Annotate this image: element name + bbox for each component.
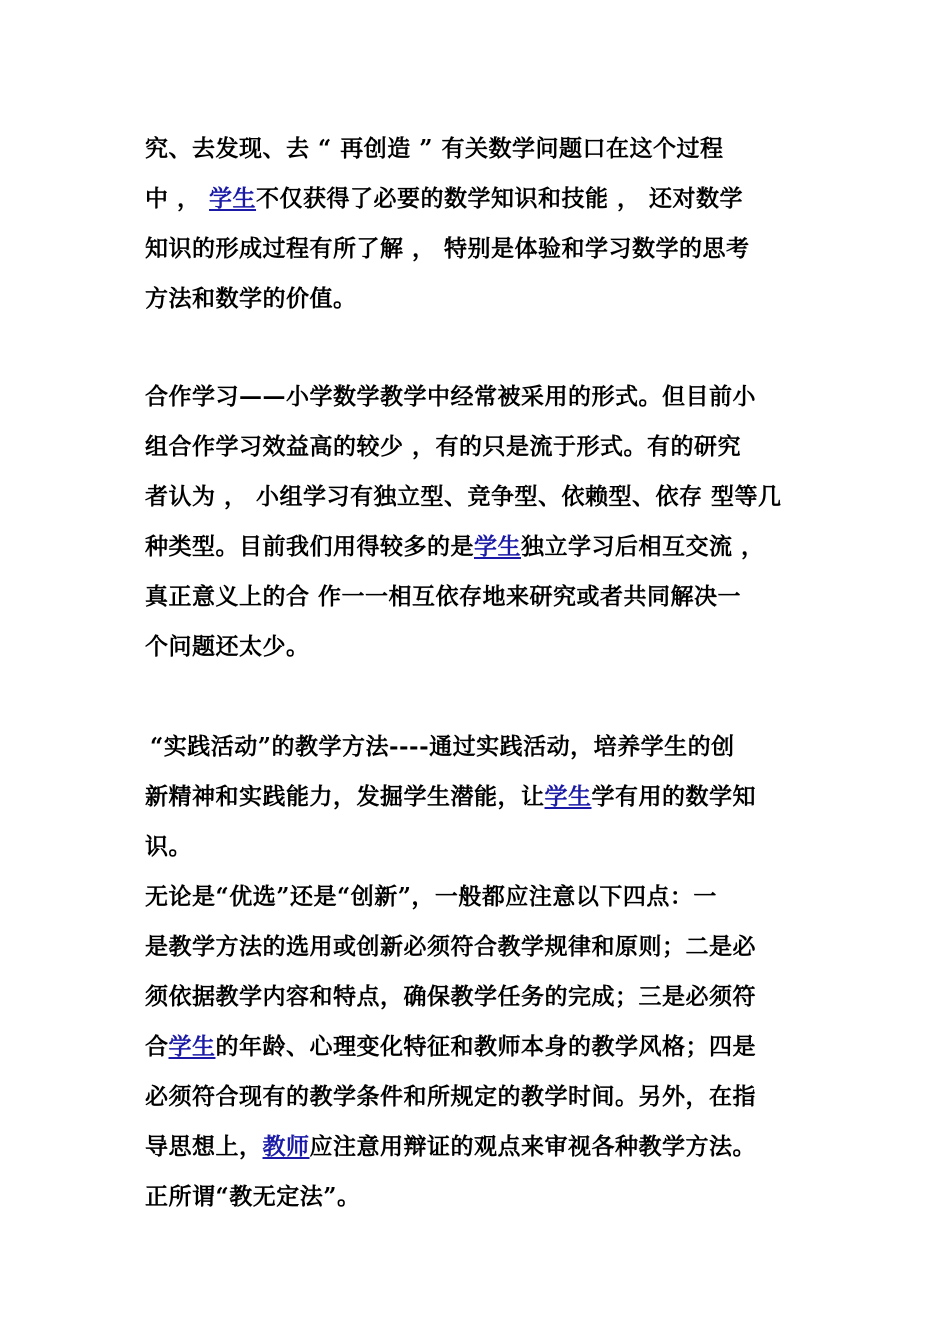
link-student-3[interactable]: 学生 [544, 783, 592, 810]
para3-line3: 识。 [145, 833, 192, 860]
link-teacher[interactable]: 教师 [262, 1133, 310, 1160]
para4-line5: 必须符合现有的教学条件和所规定的教学时间。另外，在指 [145, 1083, 756, 1110]
link-student-2[interactable]: 学生 [474, 533, 521, 560]
para2-line6: 个问题还太少。 [145, 633, 310, 660]
para3-line2 [145, 780, 756, 814]
para3-line2-text-b: 学有用的数学知 [591, 783, 756, 810]
para4-line6 [145, 1130, 756, 1164]
link-student-4[interactable]: 学生 [168, 1033, 216, 1060]
para2-line4 [145, 530, 765, 564]
para4-line2: 是教学方法的选用或创新必须符合教学规律和原则；二是必 [145, 933, 756, 960]
para3-line2-text-a: 新精神和实践能力，发掘学生潜能，让 [145, 783, 545, 810]
para2-line3: 者认为 ， 小组学习有独立型、竞争型、依赖型、依存 型等几 [145, 483, 782, 510]
para1-line2-text-a: 中 ， [145, 185, 201, 212]
para2-line4-text-b: 独立学习后相互交流 ， [521, 533, 765, 560]
para4-line4 [145, 1030, 756, 1064]
para4-line4-text-a: 合 [145, 1033, 169, 1060]
para4-line4-text-b: 的年龄、心理变化特征和教师本身的教学风格；四是 [215, 1033, 756, 1060]
para2-line4-text-a: 种类型。目前我们用得较多的是 [145, 533, 474, 560]
para1-line2-text-b: 不仅获得了必要的数学知识和技能 ， 还对数学 [256, 185, 744, 212]
para1-line1: 究、去发现、去 “ 再创造 ” 有关数学问题口在这个过程 [145, 135, 724, 162]
para4-line6-text-b: 应注意用辩证的观点来审视各种教学方法。 [309, 1133, 756, 1160]
para4-line1: 无论是“优选”还是“创新”，一般都应注意以下四点：一 [145, 883, 717, 910]
link-student-1[interactable]: 学生 [209, 185, 257, 212]
para2-line1: 合作学习——小学数学教学中经常被采用的形式。但目前小 [145, 383, 756, 410]
para4-line3: 须依据教学内容和特点，确保教学任务的完成；三是必须符 [145, 983, 756, 1010]
para1-line3: 知识的形成过程有所了解 ， 特别是体验和学习数学的思考 [145, 235, 750, 262]
para4-line7: 正所谓“教无定法”。 [145, 1183, 361, 1210]
para4-line6-text-a: 导思想上， [145, 1133, 263, 1160]
para1-line4: 方法和数学的价值。 [145, 285, 357, 312]
para3-line1: “实践活动”的教学方法----通过实践活动，培养学生的创 [150, 733, 735, 760]
para2-line2: 组合作学习效益高的较少 ，有的只是流于形式。有的研究 [145, 433, 742, 460]
para2-line5: 真正意义上的合 作一一相互依存地来研究或者共同解决一 [145, 583, 742, 610]
para1-line2 [145, 182, 743, 216]
